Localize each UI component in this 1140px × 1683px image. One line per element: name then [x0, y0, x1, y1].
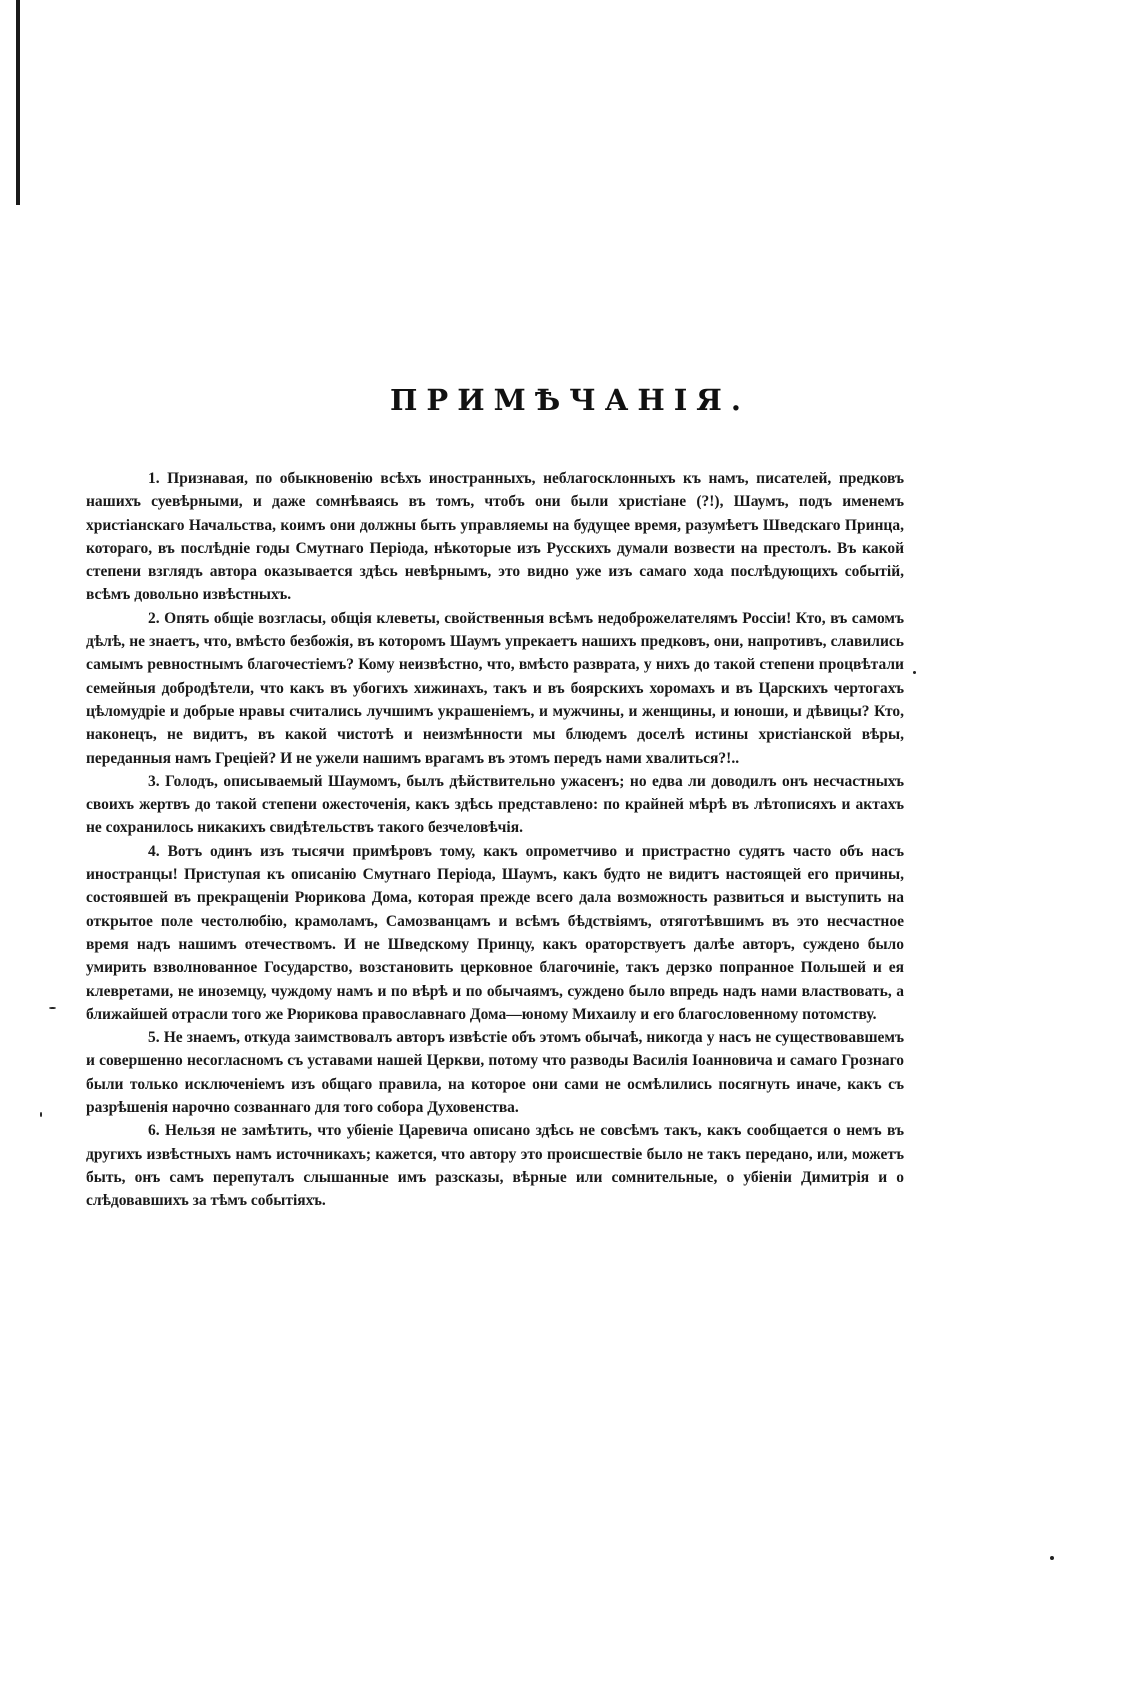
note-5: [86, 1026, 904, 1119]
notes-list: [86, 467, 904, 1213]
note-3: [86, 770, 904, 840]
note-number: 1.: [148, 470, 160, 487]
note-text: Нельзя не замѣтить, что убіеніе Царевича описано здѣсь не совсѣмъ такъ, какъ сообщается о немъ въ другихъ извѣстныхъ намъ источникахъ; кажется, что автору это происшествіе было не такъ передано, или, можетъ быть, онъ самъ перепуталъ слышанные имъ разсказы, вѣрные или сомнительные, о убіеніи Димитрія и о слѣдовавшихъ за тѣмъ событіяхъ.: [86, 1122, 904, 1210]
note-6: [86, 1119, 904, 1212]
scan-speck: [49, 1007, 56, 1009]
note-text: Не знаемъ, откуда заимствовалъ авторъ извѣстіе объ этомъ обычаѣ, никогда у насъ не существовавшемъ и совершенно несогласномъ съ уставами нашей Церкви, потому что разводы Василія Іоанновича и самаго Грознаго были только исключеніемъ изъ общаго правила, на которое они сами не осмѣлились посягнуть иначе, какъ съ разрѣшенія нарочно созваннаго для того собора Духовенства.: [86, 1029, 904, 1117]
page-title: ПРИМѢЧАНІЯ.: [390, 383, 750, 417]
note-number: 4.: [148, 842, 160, 860]
scan-speck: [1050, 1556, 1054, 1560]
note-text: Вотъ одинъ изъ тысячи примѣровъ тому, какъ опрометчиво и пристрастно судятъ часто объ насъ иностранцы! Приступая къ описанію Смутнаго Періода, Шаумъ, какъ будто не видитъ настоящей его причины, состоявшей въ прекращеніи Рюрикова Дома, которая прежде всего дала возможность развиться и выступить на открытое поле честолюбію, крамоламъ, Самозванцамъ и всѣмъ бѣдствіямъ, отяготѣвшимъ въ это несчастное время надъ нашимъ отечествомъ. И не Шведскому Принцу, какъ ораторствуетъ далѣе авторъ, суждено было умирить взволнованное Государство, возстановить церковное благочиніе, такъ дерзко попранное Польшей и ея клевретами, не иноземцу, чуждому намъ и по вѣрѣ и по обычаямъ, суждено было впредь надъ нами властвовать, а ближайшей отрасли того же Рюрикова православнаго Дома—юному Михаилу и его благословенному потомству.: [86, 842, 905, 1023]
note-text: Признавая, по обыкновенію всѣхъ иностранныхъ, неблагосклонныхъ къ намъ, писателей, предковъ нашихъ суевѣрными, и даже сомнѣваясь въ томъ, чтобъ они были христіане (?!), Шаумъ, подъ именемъ христіанскаго Начальства, коимъ они должны быть управляемы на будущее время, разумѣетъ Шведскаго Принца, котораго, въ послѣдніе годы Смутнаго Періода, нѣкоторые изъ Русскихъ думали возвести на престолъ. Въ какой степени взглядъ автора оказывается здѣсь невѣрнымъ, это видно уже изъ самаго хода послѣдующихъ событій, всѣмъ довольно извѣстныхъ.: [86, 470, 905, 604]
scan-speck: [40, 1112, 42, 1117]
scan-edge-mark: [16, 0, 20, 205]
note-text: Опять общіе возгласы, общія клеветы, свойственныя всѣмъ недоброжелателямъ Россіи! Кто, въ самомъ дѣлѣ, не знаетъ, что, вмѣсто безбожія, въ которомъ Шаумъ упрекаетъ нашихъ предковъ, они, напротивъ, славились самымъ ревностнымъ благочестіемъ? Кому неизвѣстно, что, вмѣсто разврата, у нихъ до такой степени процвѣтали семейныя добродѣтели, что какъ въ убогихъ хижинахъ, такъ и въ боярскихъ хоромахъ и въ Царскихъ чертогахъ цѣломудріе и добрые нравы считались лучшимъ украшеніемъ, и мужчины, и женщины, и юноши, и дѣвицы? Кто, наконецъ, не видитъ, въ какой чистотѣ и неизмѣнности мы блюдемъ доселѣ истины христіанской вѣры, переданныя намъ Греціей? И не ужели нашимъ врагамъ въ этомъ передъ нами хвалиться?!..: [86, 609, 904, 767]
note-4: [86, 840, 904, 1026]
note-number: 5.: [148, 1029, 160, 1047]
scan-speck: [913, 671, 916, 674]
note-1: [86, 467, 904, 607]
note-text: Голодъ, описываемый Шаумомъ, былъ дѣйствительно ужасенъ; но едва ли доводилъ онъ несчастныхъ своихъ жертвъ до такой степени ожесточенія, какъ здѣсь представлено: по крайней мѣрѣ въ лѣтописяхъ и актахъ не сохранилось никакихъ свидѣтельствъ такого безчеловѣчія.: [86, 772, 905, 837]
note-number: 6.: [148, 1122, 160, 1140]
note-2: [86, 607, 904, 770]
note-number: 3.: [148, 772, 160, 790]
note-number: 2.: [148, 609, 160, 627]
